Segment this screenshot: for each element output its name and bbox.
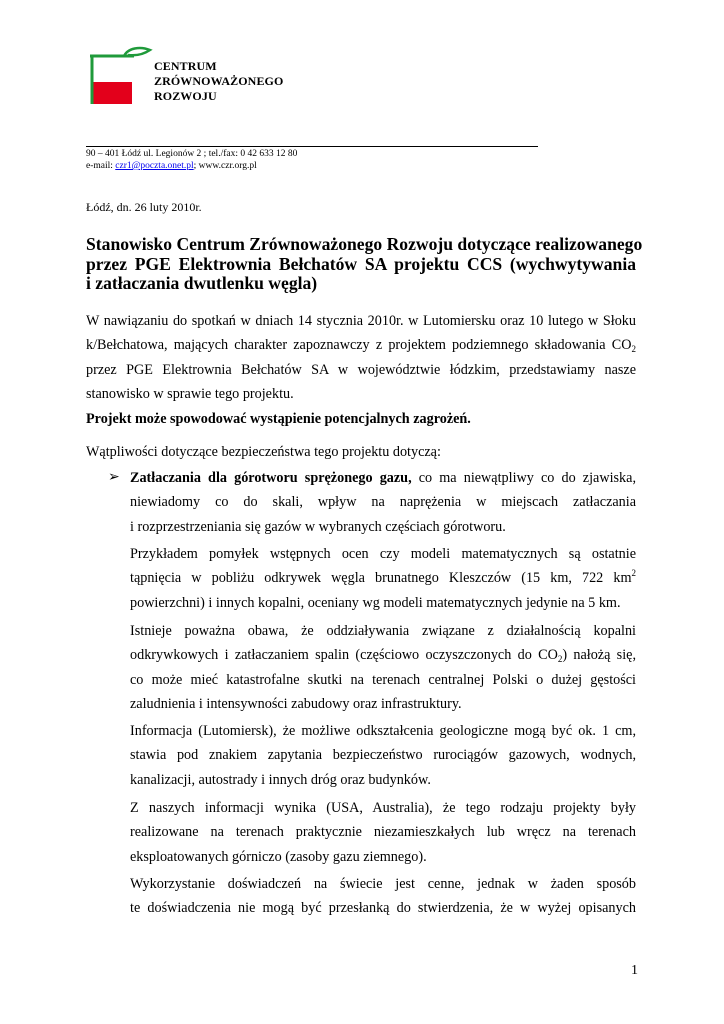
- org-name-line-1: CENTRUM: [154, 59, 217, 73]
- concern-line-1: Istnieje poważna obawa, że oddziaływania związane z działalnością kopalni: [130, 623, 636, 639]
- sources-line-2: realizowane na terenach praktycznie niezamieszkałych lub wręcz na terenach: [130, 824, 636, 841]
- info-line-1: Informacja (Lutomiersk), że możliwe odkształcenia geologiczne mogą być ok. 1 cm,: [130, 723, 636, 739]
- examples-line-2: [130, 566, 636, 590]
- arrow-bullet-icon: ➢: [108, 470, 120, 485]
- info-paragraph: [130, 719, 636, 792]
- intro-line-2: [86, 333, 636, 357]
- contact-info: [86, 148, 297, 172]
- point-1-line-3: i rozprzestrzeniania się gazów w wybranych częściach górotworu.: [130, 518, 506, 535]
- org-name-line-3: ROZWOJU: [154, 89, 217, 103]
- info-line-2: stawia pod znakiem zapytania bezpieczeństwo rurociągów gazowych, wodnych,: [130, 747, 636, 764]
- title-line-3: i zatłaczania dwutlenku węgla): [86, 273, 318, 293]
- org-name-line-2: ZRÓWNOWAŻONEGO: [154, 74, 284, 88]
- email-prefix: e-mail:: [86, 161, 116, 171]
- point-1-line-2: niewiadomy co do skali, wpływ na naprężenia w miejscach zatłaczania: [130, 494, 636, 511]
- point-1-paragraph: [130, 466, 636, 539]
- concern-line-2-pre: odkrywkowych i zatłaczaniem spalin (częściowo oczyszczonych do CO: [130, 647, 558, 664]
- concern-line-2-post: ) nałożą się,: [562, 647, 636, 664]
- co2-subscript-2: 2: [557, 654, 563, 665]
- leaf-flag-logo-icon: [88, 46, 158, 108]
- document-title: [86, 234, 643, 294]
- concern-paragraph: [130, 619, 636, 717]
- examples-line-1: Przykładem pomyłek wstępnych ocen czy modeli matematycznych są ostatnie: [130, 546, 636, 562]
- warning-statement: Projekt może spowodować wystąpienie potencjalnych zagrożeń.: [86, 411, 471, 427]
- email-web-line: [86, 160, 297, 172]
- point-1-line-1: [130, 466, 636, 490]
- km2-superscript: 2: [631, 568, 636, 579]
- title-line-2: przez PGE Elektrownia Bełchatów SA projektu CCS (wychwytywania: [86, 253, 636, 274]
- address-line: 90 – 401 Łódź ul. Legionów 2 ; tel./fax: 0 42 633 12 80: [86, 149, 298, 159]
- page-number: 1: [631, 963, 638, 978]
- co2-subscript: 2: [631, 344, 636, 355]
- intro-line-4: stanowisko w sprawie tego projektu.: [86, 386, 294, 403]
- title-line-1: Stanowisko Centrum Zrównoważonego Rozwoju dotyczące realizowanego: [86, 234, 643, 254]
- organization-name: [154, 59, 283, 104]
- header-divider: [86, 146, 538, 147]
- concern-line-3: co może mieć katastrofalne skutki na terenach centralnej Polski o dużej gęstości: [130, 671, 636, 688]
- concern-line-4: zaludnienia i intensywności zabudowy oraz infrastruktury.: [130, 696, 462, 713]
- concern-line-2: [130, 643, 636, 667]
- experience-line-1: Wykorzystanie doświadczeń na świecie jest cenne, jednak w żaden sposób: [130, 876, 636, 892]
- intro-line-3: przez PGE Elektrownia Bełchatów SA w województwie łódzkim, przedstawiamy nasze: [86, 361, 636, 378]
- examples-line-2-text: tąpnięcia w pobliżu odkrywek węgla brunatnego Kleszczów (15 km, 722 km: [130, 570, 632, 587]
- experience-line-2: te doświadczenia nie mogą być przesłanką do stwierdzenia, że w wyżej opisanych: [130, 900, 636, 917]
- experience-paragraph: [130, 872, 636, 921]
- sources-line-3: eksploatowanych górniczo (zasoby gazu ziemnego).: [130, 848, 427, 865]
- intro-line-1: W nawiązaniu do spotkań w dniach 14 stycznia 2010r. w Lutomiersku oraz 10 lutego w Słoku: [86, 313, 636, 329]
- point-1-line-1-rest: co ma niewątpliwy co do zjawiska,: [411, 470, 636, 486]
- examples-line-3: powierzchni) i innych kopalni, oceniany wg modeli matematycznych jedynie na 5 km.: [130, 594, 621, 611]
- intro-line-2-text: k/Bełchatowa, mających charakter zapoznawczy z projektem podziemnego składowania CO: [86, 337, 632, 354]
- web-address: ; www.czr.org.pl: [193, 161, 257, 171]
- sources-paragraph: [130, 796, 636, 869]
- document-date: Łódź, dn. 26 luty 2010r.: [86, 200, 202, 214]
- organization-logo: [88, 46, 158, 108]
- point-1-bold: Zatłaczania dla górotworu sprężonego gazu,: [130, 470, 412, 486]
- sources-line-1: Z naszych informacji wynika (USA, Australia), że tego rodzaju projekty były: [130, 800, 636, 816]
- examples-paragraph: [130, 542, 636, 615]
- intro-paragraph: [86, 309, 636, 407]
- email-link[interactable]: czr1@poczta.onet.pl: [115, 161, 194, 171]
- info-line-3: kanalizacji, autostrady i innych dróg oraz budynków.: [130, 771, 431, 788]
- doubts-intro: Wątpliwości dotyczące bezpieczeństwa tego projektu dotyczą:: [86, 444, 441, 460]
